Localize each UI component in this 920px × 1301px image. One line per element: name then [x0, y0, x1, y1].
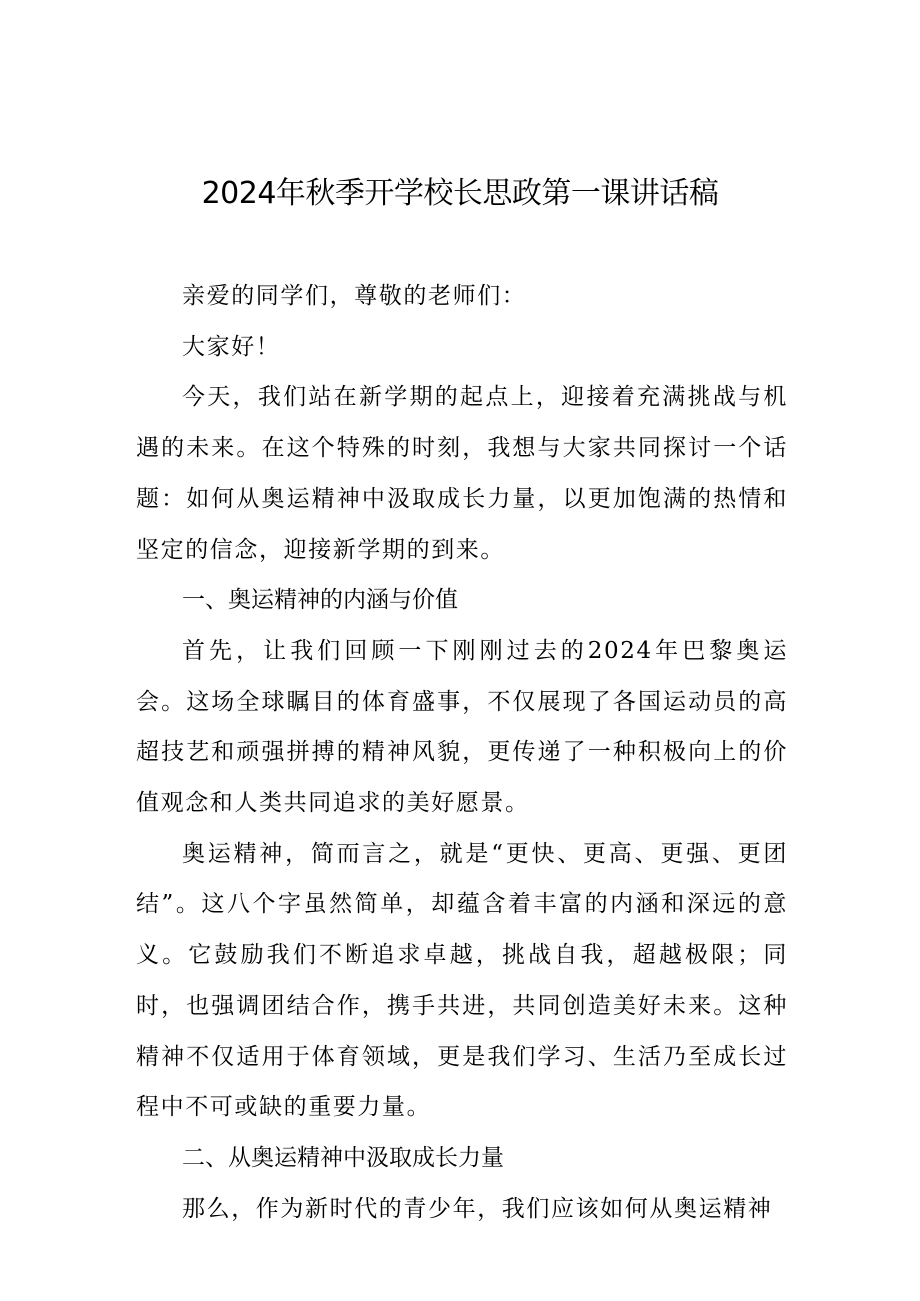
section-heading-2: 二、从奥运精神中汲取成长力量	[182, 1144, 504, 1171]
section2-paragraph-1: 那么，作为新时代的青少年，我们应该如何从奥运精神	[182, 1195, 773, 1222]
intro-paragraph: 今天，我们站在新学期的起点上，迎接着充满挑战与机遇的未来。在这个特殊的时刻，我想与大家共同探讨一个话题：如何从奥运精神中汲取成长力量，以更加饱满的热情和坚定的信念，迎接新学期的到来。	[136, 384, 788, 563]
greeting: 大家好！	[182, 333, 281, 360]
document-title: 2024年秋季开学校长思政第一课讲话稿	[201, 176, 719, 211]
salutation: 亲爱的同学们，尊敬的老师们：	[182, 283, 527, 309]
document-body	[136, 271, 788, 1234]
section1-paragraph-1: 首先，让我们回顾一下刚刚过去的2024年巴黎奥运会。这场全球瞩目的体育盛事，不仅展现了各国运动员的高超技艺和顽强拼搏的精神风貌，更传递了一种积极向上的价值观念和人类共同追求的美好愿景。	[136, 637, 788, 817]
section-heading-1: 一、奥运精神的内涵与价值	[182, 587, 458, 614]
section1-paragraph-2: 奥运精神，简而言之，就是“更快、更高、更强、更团结”。这八个字虽然简单，却蕴含着丰富的内涵和深远的意义。它鼓励我们不断追求卓越，挑战自我，超越极限；同时，也强调团结合作，携手共进，共同创造美好未来。这种精神不仅适用于体育领域，更是我们学习、生活乃至成长过程中不可或缺的重要力量。	[136, 840, 788, 1121]
